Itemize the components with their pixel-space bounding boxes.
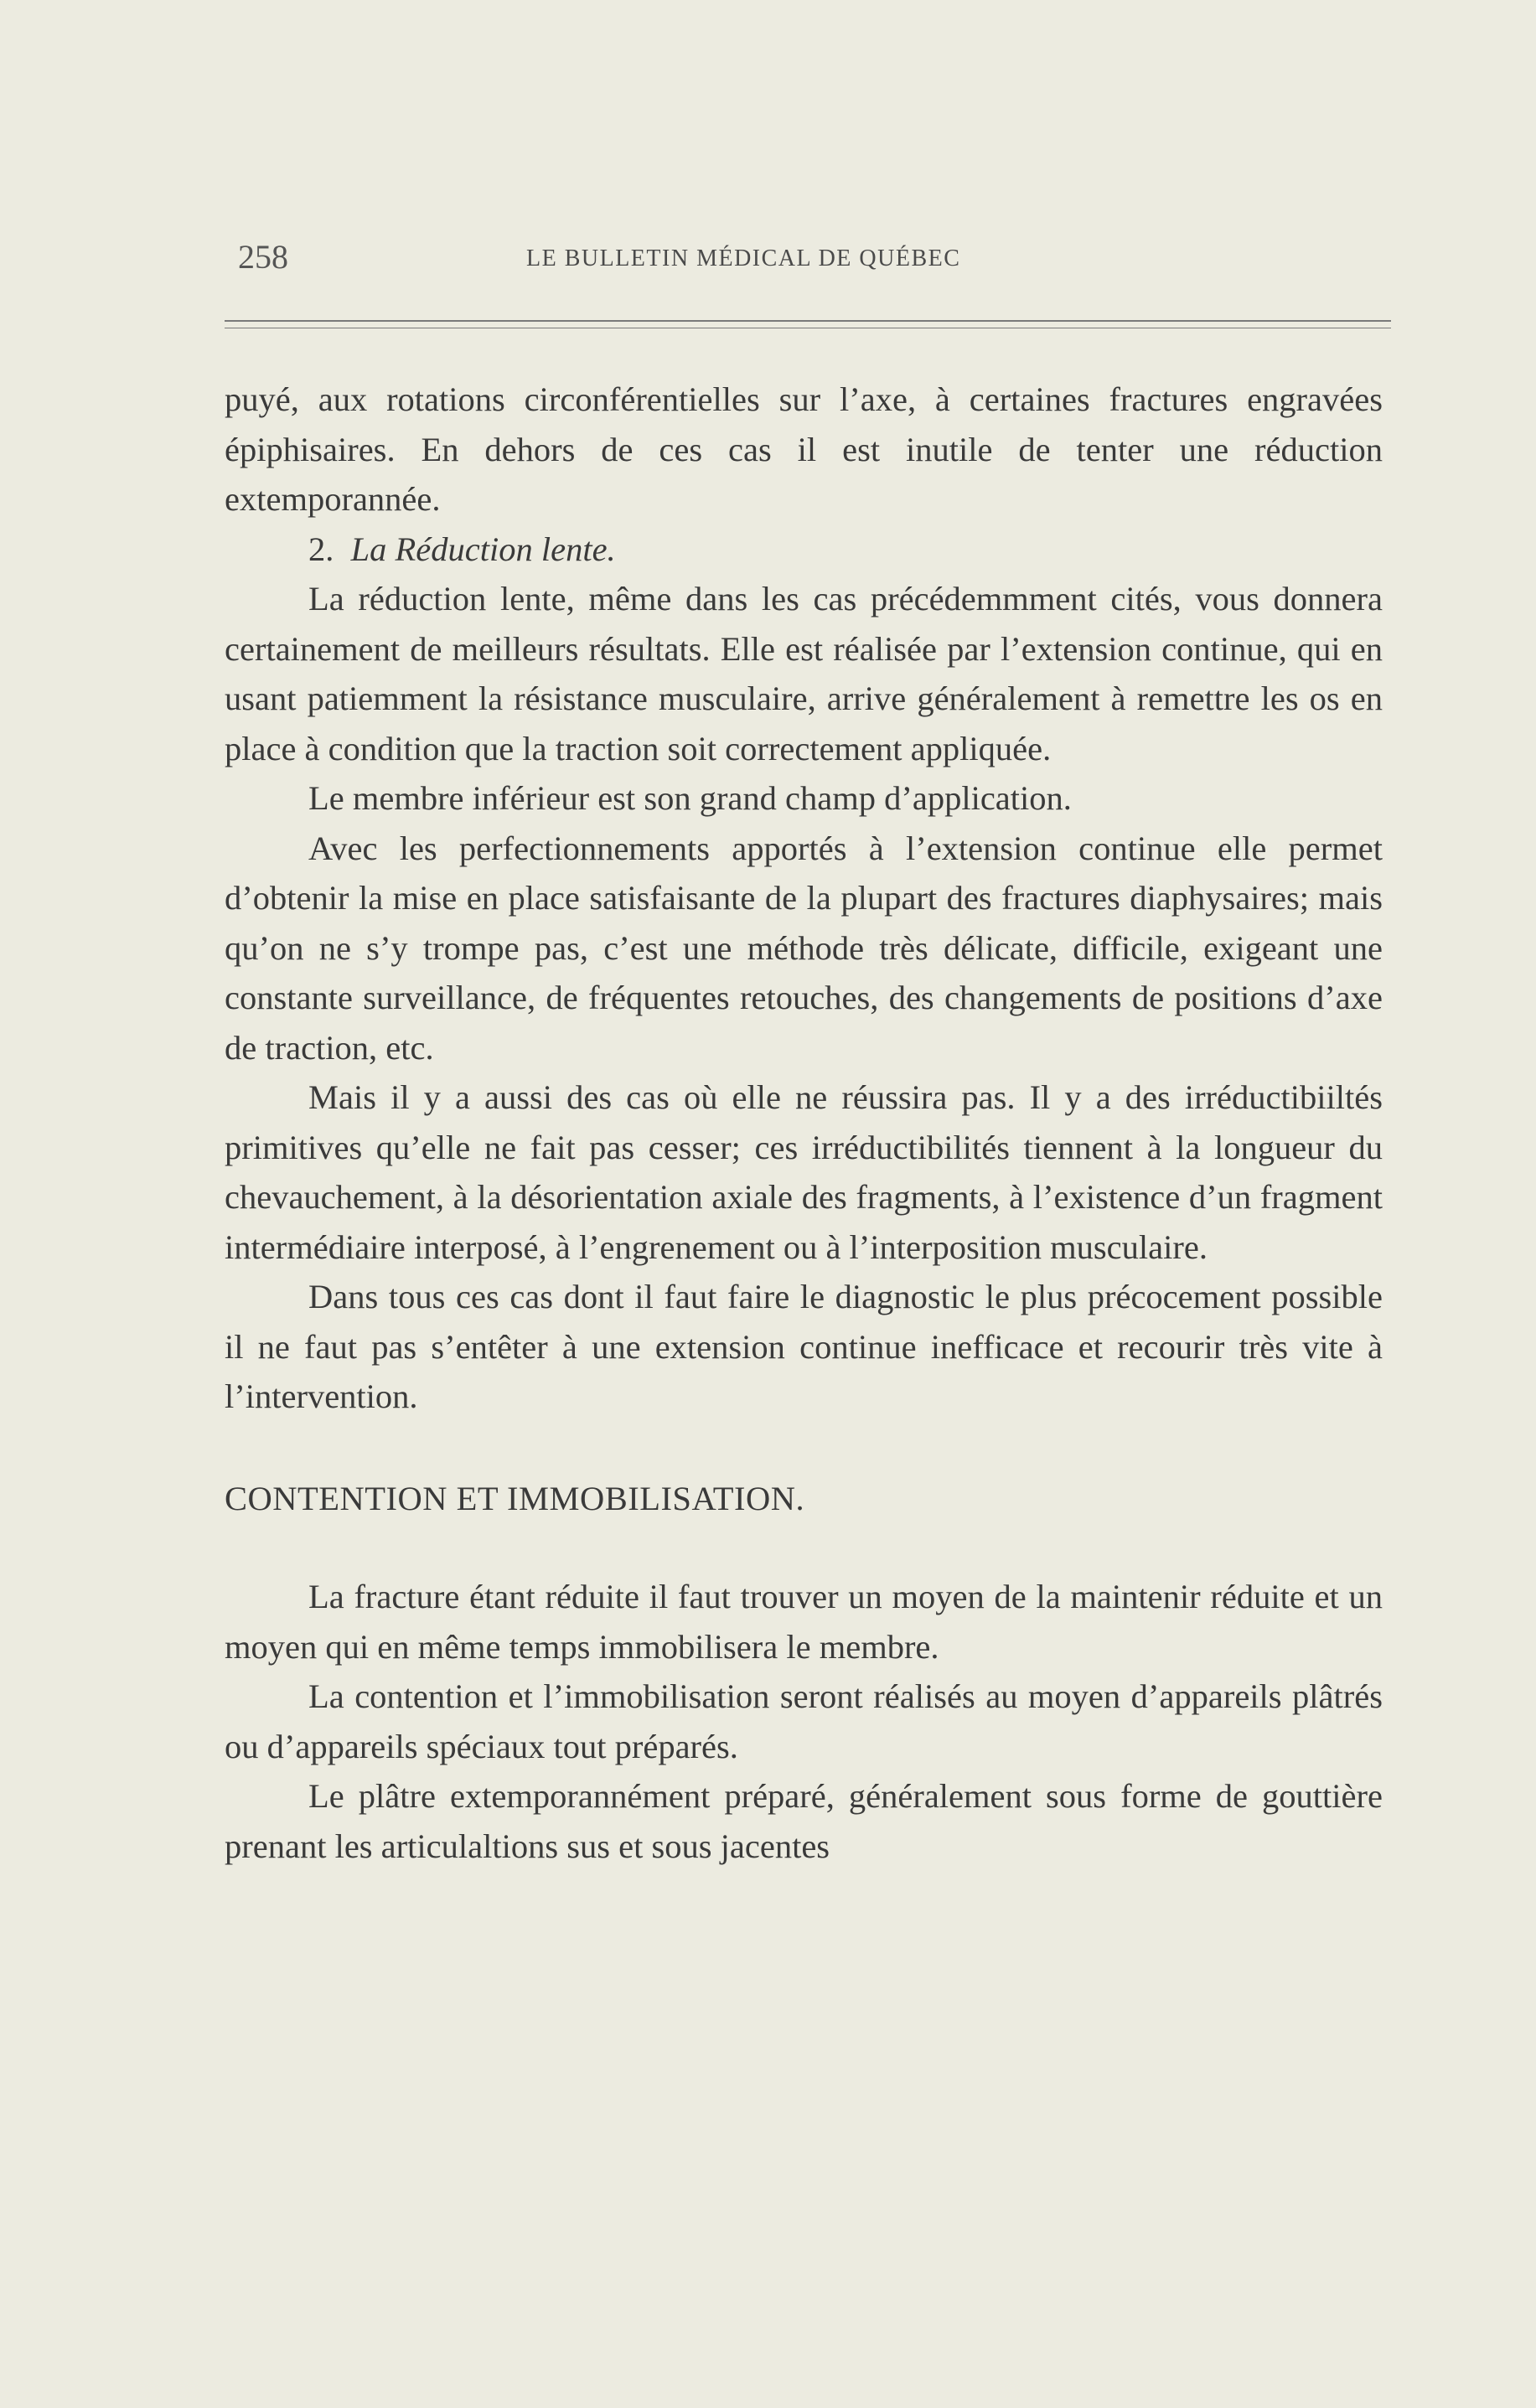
subheading-number: 2. — [308, 530, 334, 568]
running-title: LE BULLETIN MÉDICAL DE QUÉBEC — [526, 245, 961, 271]
page-number: 258 — [238, 238, 288, 276]
paragraph: Le membre inférieur est son grand champ d’application. — [308, 779, 1072, 817]
header-rule — [225, 320, 1391, 322]
paragraph: Avec les perfectionnements apportés à l’extension continue elle permet d’obtenir la mise en place satisfaisante de la plupart des fractures diaphysaires; mais qu’on ne s’y trompe pas, c’est une méthode très délicate, difficile, exigeant une constante surveillance, de fréquentes retouches, des changements de positions d’axe de traction, etc. — [225, 829, 1383, 1067]
page-header — [225, 237, 1391, 287]
paragraph: La contention et l’immobilisation seront réalisés au moyen d’appareils plâtrés ou d’appareils spéciaux tout préparés. — [225, 1677, 1383, 1765]
paragraph: Le plâtre extemporannément préparé, généralement sous forme de gouttière prenant les articulaltions sus et sous jacentes — [225, 1777, 1383, 1865]
subheading — [225, 524, 1383, 575]
paragraph: Dans tous ces cas dont il faut faire le diagnostic le plus précocement possible il ne faut pas s’entêter à une extension continue inefficace et recourir très vite à l’intervention. — [225, 1278, 1383, 1415]
paragraph: puyé, aux rotations circonférentielles sur l’axe, à certaines fractures engravées épiphisaires. En dehors de ces cas il est inutile de tenter une réduction extemporannée. — [225, 380, 1383, 518]
section-title: CONTENTION ET IMMOBILISATION. — [225, 1479, 805, 1517]
paragraph: La réduction lente, même dans les cas précédemmment cités, vous donnera certainement de meilleurs résultats. Elle est réalisée par l’extension continue, qui en usant patiemment la résistance musculaire, arrive généralement à remettre les os en place à condition que la traction soit correctement appliquée. — [225, 580, 1383, 767]
paragraph: Mais il y a aussi des cas où elle ne réussira pas. Il y a des irréductibiiltés primitives qu’elle ne fait pas cesser; ces irréductibilités tiennent à la longueur du chevauchement, à la désorientation axiale des fragments, à l’existence d’un fragment intermédiaire interposé, à l’engrenement ou à l’interposition musculaire. — [225, 1078, 1383, 1266]
paragraph: La fracture étant réduite il faut trouver un moyen de la maintenir réduite et un moyen qui en même temps immobilisera le membre. — [225, 1578, 1383, 1666]
body-text — [225, 375, 1383, 1871]
subheading-title: La Réduction lente. — [350, 530, 616, 568]
